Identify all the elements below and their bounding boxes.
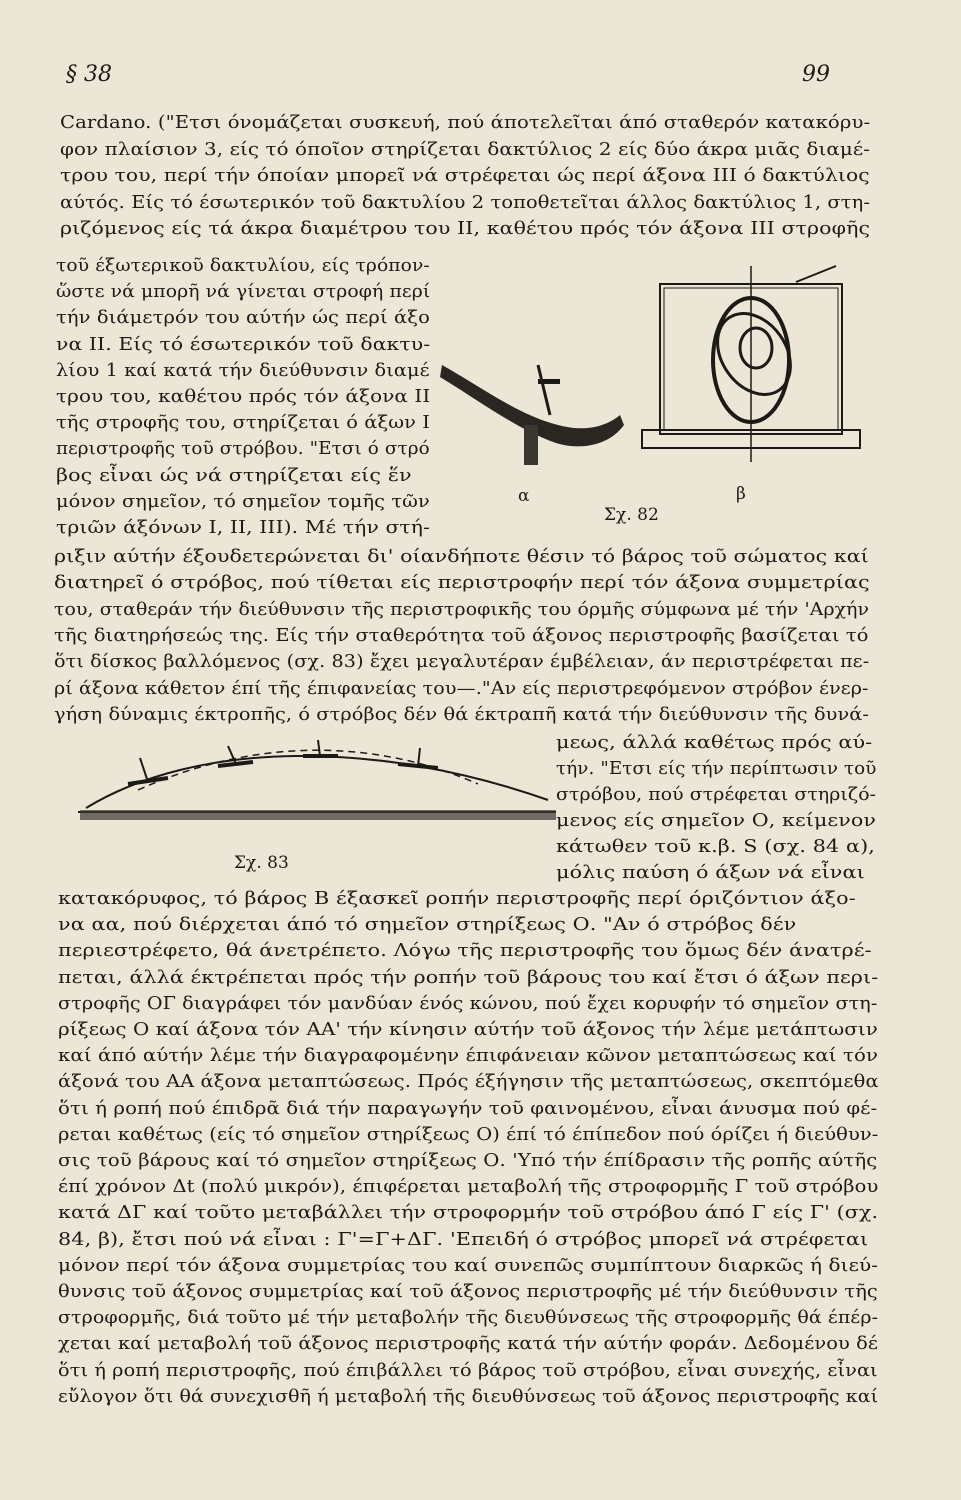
figure-83-drawing [78, 740, 558, 830]
text-line: ρί άξονα κάθετον έπί τῆς έπιφανείας του—."Αν είς περιστρεφόμενον στρόβον ένερ- [54, 677, 869, 699]
text-line: τῆς διατηρήσεώς της. Είς τήν σταθερότητα τοῦ άξονος περιστροφῆς βασίζεται τό [54, 624, 869, 646]
text-line: ρεται καθέτως (είς τό σημεῖον στηρίξεως Ο) έπί τό έπίπεδον πού όρίζει ή διεύθυν- [58, 1123, 879, 1145]
text-line: τῆς στροφῆς του, στηρίζεται ό άξων I [56, 412, 430, 434]
text-line: καί άπό αύτήν λέμε τήν διαγραφομένην έπιφάνειαν κῶνον μεταπτώσεως καί τόν [58, 1045, 879, 1067]
text-line: μόνον σημεῖον, τό σημεῖον τομῆς τῶν [56, 490, 430, 512]
text-line: κατακόρυφος, τό βάρος Β έξασκεῖ ροπήν περιστροφῆς περί όριζόντιον άξο- [58, 888, 856, 909]
text-line: αύτός. Είς τό έσωτερικόν τοῦ δακτυλίου 2 τοποθετεῖται άλλος δακτύλιος 1, στη- [60, 191, 870, 213]
text-line: χεται καί μεταβολή τοῦ άξονος περιστροφῆς κατά τήν αύτήν φοράν. Δεδομένου δέ [58, 1333, 879, 1355]
text-line: τρου του, περί τήν όποίαν μπορεῖ νά στρέφεται ώς περί άξονα III ό δακτύλιος [60, 165, 870, 186]
text-line: έπί χρόνον Δt (πολύ μικρόν), έπιφέρεται μεταβολή τῆς στροφορμῆς Γ τοῦ στρόβου [58, 1176, 879, 1198]
text-line: φον πλαίσιον 3, είς τό όποῖον στηρίζεται δακτύλιος 2 είς δύο άκρα μιᾶς διαμέ- [60, 138, 871, 160]
text-line: τρου του, καθέτου πρός τόν άξονα II [56, 386, 431, 407]
text-line: βος εἶναι ώς νά στηρίζεται είς ἕν [56, 464, 412, 486]
text-line: θυνσις τοῦ άξονος συμμετρίας καί τοῦ άξονος περιστροφῆς μέ τήν διεύθυνσιν τῆς [58, 1281, 878, 1302]
text-line: μόνον περί τόν άξονα συμμετρίας του καί συνεπῶς συμπίπτουν διαρκῶς ή διεύ- [58, 1254, 879, 1276]
text-line: ριξιν αύτήν έξουδετερώνεται δι' οίανδήποτε θέσιν τό βάρος τοῦ σώματος καί [54, 546, 869, 567]
text-line: διατηρεῖ ό στρόβος, πού τίθεται είς περιστροφήν περί τόν άξονα συμμετρίας [54, 572, 870, 594]
text-line: τριῶν άξόνων I, II, III). Μέ τήν στή- [56, 517, 430, 538]
text-line: να αα, πού διέρχεται άπό τό σημεῖον στηρίξεως Ο. "Αν ό στρόβος δέν [58, 914, 797, 936]
section-number: § 38 [66, 62, 112, 87]
text-line: σις τοῦ βάρους καί τό σημεῖον στηρίξεως Ο. 'Υπό τήν έπίδρασιν τῆς ροπῆς αύτῆς [58, 1150, 878, 1171]
text-line: ριζόμενος είς τά άκρα διαμέτρου του II, καθέτου πρός τόν άξονα III στροφῆς [60, 218, 871, 239]
text-line: ὅτι ή ροπή πού έπιδρᾶ διά τήν παραγωγήν τοῦ φαινομένου, εἶναι άνυσμα πού φέ- [58, 1097, 878, 1119]
text-line: ὅτι δίσκος βαλλόμενος (σχ. 83) ἔχει μεγαλυτέραν έμβέλειαν, άν περιστρέφεται πε- [54, 651, 870, 673]
text-line: ρίξεως Ο καί άξονα τόν ΑΑ' τήν κίνησιν αύτήν τοῦ άξονος τήν λέμε μετάπτωσιν [58, 1019, 878, 1040]
text-line: στρόβου, πού στρέφεται στηριζό- [556, 784, 877, 805]
figure-82a-label: α [518, 486, 530, 506]
text-line: Cardano. ("Ετσι όνομάζεται συσκευή, πού άποτελεῖται άπό σταθερόν κατακόρυ- [60, 112, 871, 133]
text-line: 84, β), ἔτσι πού νά εἶναι : Γ'=Γ+ΔΓ. 'Επειδή ό στρόβος μπορεῖ νά στρέφεται [58, 1228, 869, 1250]
figure-82b-drawing [636, 262, 866, 472]
text-line: περιστροφῆς τοῦ στρόβου. "Ετσι ό στρό [56, 438, 430, 460]
text-line: κάτωθεν τοῦ κ.β. S (σχ. 84 α), [556, 836, 875, 857]
text-line: κατά ΔΓ καί τοῦτο μεταβάλλει τήν στροφορμήν τοῦ στρόβου άπό Γ είς Γ' (σχ. [58, 1202, 879, 1224]
text-line: ὅτι ή ροπή περιστροφῆς, πού έπιβάλλει τό βάρος τοῦ στρόβου, εἶναι συνεχής, εἶναι [58, 1359, 878, 1381]
text-line: να II. Είς τό έσωτερικόν τοῦ δακτυ- [56, 333, 431, 355]
text-line: ὥστε νά μπορῆ νά γίνεται στροφή περί [56, 281, 431, 303]
figure-82b-label: β [736, 484, 746, 504]
text-line: περιεστρέφετο, θά άνετρέπετο. Λόγω τῆς περιστροφῆς του ὅμως δέν άνατρέ- [58, 940, 872, 962]
text-line: τήν διάμετρόν του αύτήν ώς περί άξο [56, 307, 430, 329]
text-line: λίου 1 καί κατά τήν διεύθυνσιν διαμέ [56, 359, 430, 381]
figure-82a-drawing [438, 355, 628, 475]
text-line: μόλις παύση ό άξων νά εἶναι [556, 862, 865, 883]
text-line: στροφῆς ΟΓ διαγράφει τόν μανδύαν ένός κώνου, πού ἔχει κορυφήν τό σημεῖον στη- [58, 992, 878, 1014]
page-number: 99 [802, 62, 830, 87]
text-line: εὔλογον ὅτι θά συνεχισθῆ ή μεταβολή τῆς διευθύνσεως τοῦ άξονος περιστροφῆς καί [58, 1385, 879, 1407]
figure-83-caption: Σχ. 83 [234, 853, 289, 873]
text-line: στροφορμῆς, διά τοῦτο μέ τήν μεταβολήν τῆς διευθύνσεως τῆς στροφορμῆς θά έπέρ- [58, 1307, 879, 1329]
text-line: πεται, άλλά έκτρέπεται πρός τήν ροπήν τοῦ βάρους του καί ἔτσι ό άξων περι- [58, 966, 879, 988]
text-line: μενος είς σημεῖον Ο, κείμενον [556, 810, 876, 831]
text-line: του, σταθεράν τήν διεύθυνσιν τῆς περιστροφικῆς του όρμῆς σύμφωνα μέ τήν 'Αρχήν [54, 598, 870, 620]
text-line: γήση δύναμις έκτροπῆς, ό στρόβος δέν θά έκτραπῆ κατά τήν διεύθυνσιν τῆς δυνά- [54, 703, 870, 725]
text-line: τήν. "Ετσι είς τήν περίπτωσιν τοῦ [556, 758, 877, 779]
figure-82-caption: Σχ. 82 [604, 505, 659, 525]
text-line: άξονά του ΑΑ άξονα μεταπτώσεως. Πρός έξήγησιν τῆς μεταπτώσεως, σκεπτόμεθα [58, 1071, 879, 1093]
text-line: μεως, άλλά καθέτως πρός αύ- [556, 732, 873, 753]
text-line: τοῦ έξωτερικοῦ δακτυλίου, είς τρόπον- [56, 255, 430, 276]
